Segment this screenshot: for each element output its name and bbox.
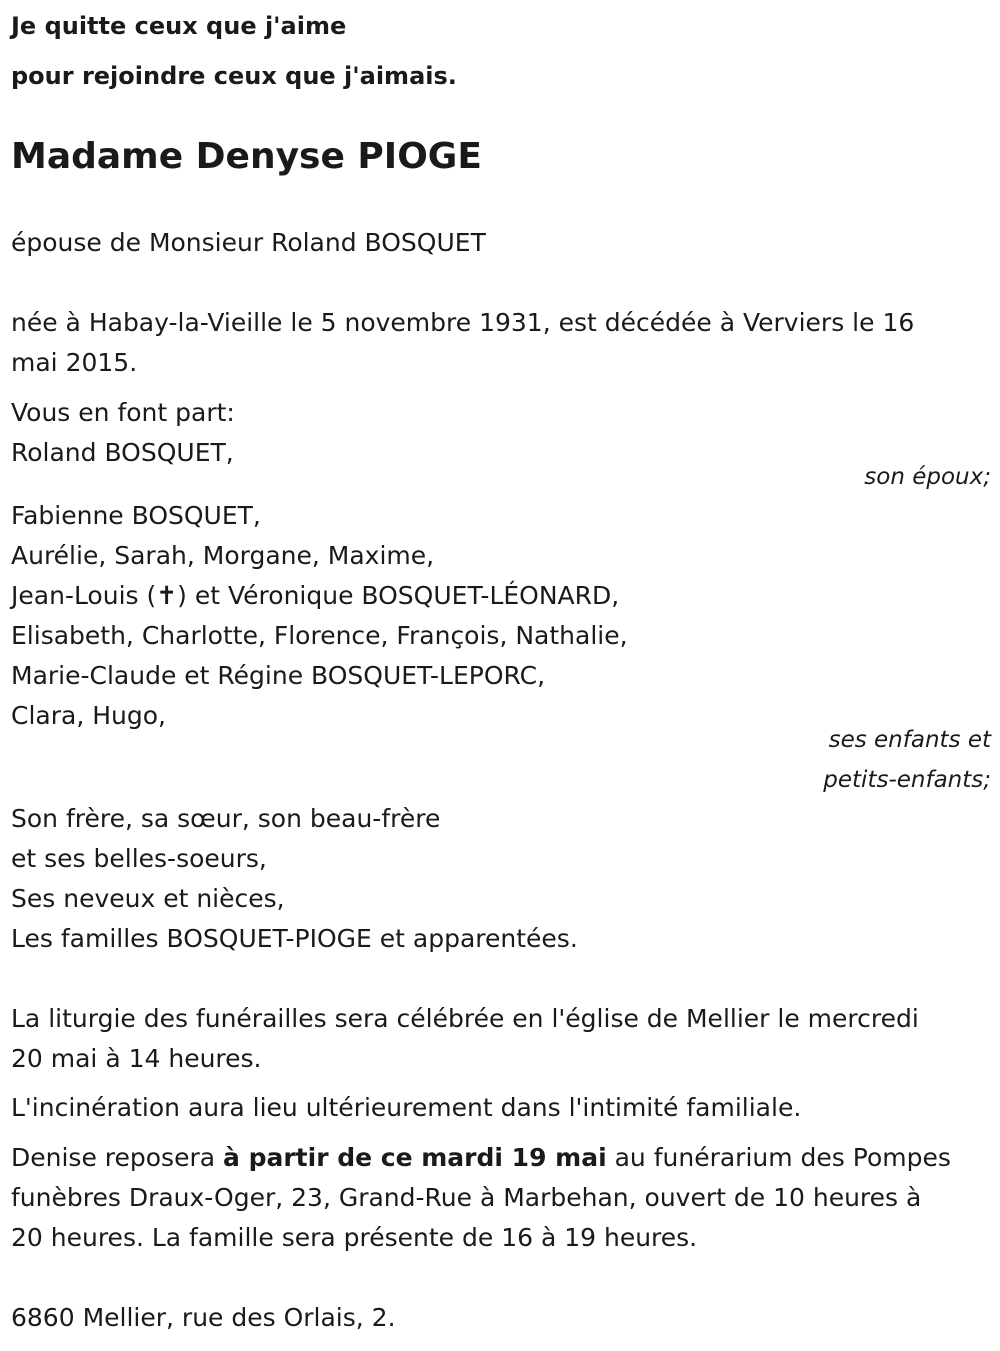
- family-line: et ses belles-soeurs,: [11, 844, 267, 873]
- liturgy-line-2: 20 mai à 14 heures.: [11, 1044, 262, 1073]
- rest-line-1: [11, 1143, 951, 1173]
- announcement-intro: Vous en font part:: [11, 398, 235, 427]
- family-line: Les familles BOSQUET-PIOGE et apparentées.: [11, 924, 578, 953]
- children-line: Marie-Claude et Régine BOSQUET-LEPORC,: [11, 661, 546, 690]
- incineration-line: L'incinération aura lieu ultérieurement dans l'intimité familiale.: [11, 1093, 802, 1122]
- epigraph-line-2: pour rejoindre ceux que j'aimais.: [11, 62, 457, 90]
- rest-date-bold: à partir de ce mardi 19 mai: [223, 1143, 607, 1172]
- children-role-line-2: petits-enfants;: [823, 767, 991, 793]
- spouse-name: Roland BOSQUET,: [11, 438, 234, 467]
- epigraph-line-1: Je quitte ceux que j'aime: [11, 12, 347, 40]
- rest-text-end: au funérarium des Pompes: [606, 1143, 951, 1172]
- liturgy-line-1: La liturgie des funérailles sera célébrée en l'église de Mellier le mercredi: [11, 1004, 919, 1033]
- rest-line-2: funèbres Draux-Oger, 23, Grand-Rue à Marbehan, ouvert de 10 heures à: [11, 1183, 922, 1212]
- rest-line-3: 20 heures. La famille sera présente de 16 à 19 heures.: [11, 1223, 698, 1252]
- family-line: Son frère, sa sœur, son beau-frère: [11, 804, 441, 833]
- children-line: Fabienne BOSQUET,: [11, 501, 261, 530]
- children-line: Clara, Hugo,: [11, 701, 166, 730]
- spouse-line: épouse de Monsieur Roland BOSQUET: [11, 228, 486, 257]
- children-line: Elisabeth, Charlotte, Florence, François, Nathalie,: [11, 621, 628, 650]
- deceased-name: Madame Denyse PIOGE: [11, 136, 482, 177]
- rest-text-start: Denise reposera: [11, 1143, 223, 1172]
- children-line: Aurélie, Sarah, Morgane, Maxime,: [11, 541, 435, 570]
- spouse-role: son époux;: [864, 464, 991, 490]
- family-line: Ses neveux et nièces,: [11, 884, 285, 913]
- birth-death-line-1: née à Habay-la-Vieille le 5 novembre 1931, est décédée à Verviers le 16: [11, 308, 915, 337]
- children-line: Jean-Louis (✝) et Véronique BOSQUET-LÉONARD,: [11, 581, 620, 610]
- children-role-line-1: ses enfants et: [828, 727, 991, 753]
- birth-death-line-2: mai 2015.: [11, 348, 138, 377]
- address-line: 6860 Mellier, rue des Orlais, 2.: [11, 1303, 396, 1332]
